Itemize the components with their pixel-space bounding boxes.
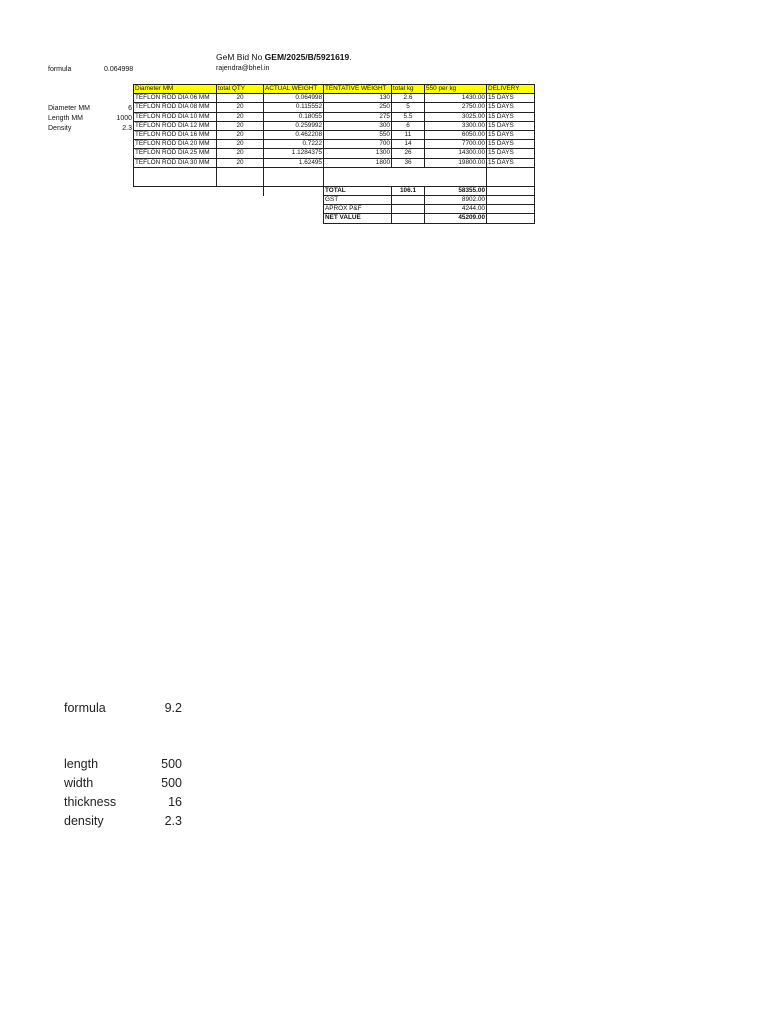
qty-cell: 20 — [217, 158, 264, 167]
param-label-density: Density — [48, 125, 72, 132]
bid-suffix: . — [349, 52, 352, 62]
tentative-weight-cell: 1300 — [324, 149, 392, 158]
total-row — [134, 186, 535, 195]
price-cell: 7700.00 — [425, 140, 487, 149]
tentative-weight-cell: 275 — [324, 112, 392, 121]
col-header: TENTATIVE WEIGHT — [324, 85, 392, 94]
total-kg-cell: 2.6 — [392, 94, 425, 103]
table-row — [134, 149, 535, 158]
total-kg-cell: 11 — [392, 131, 425, 140]
total-kg-cell: 5.5 — [392, 112, 425, 121]
actual-weight-cell: 0.18055 — [264, 112, 324, 121]
qty-cell: 20 — [217, 140, 264, 149]
lower-value-width: 500 — [161, 776, 182, 790]
table-row — [134, 121, 535, 130]
delivery-cell: 15 DAYS — [487, 112, 535, 121]
item-name-cell: TEFLON ROD DIA 06 MM — [134, 94, 217, 103]
total-kg-cell: 5 — [392, 103, 425, 112]
col-header: Diameter MM — [134, 85, 217, 94]
delivery-cell: 15 DAYS — [487, 94, 535, 103]
col-header: total QTY — [217, 85, 264, 94]
qty-cell: 20 — [217, 112, 264, 121]
qty-cell: 20 — [217, 149, 264, 158]
delivery-cell: 15 DAYS — [487, 149, 535, 158]
tentative-weight-cell: 300 — [324, 121, 392, 130]
price-cell: 19800.00 — [425, 158, 487, 167]
item-name-cell: TEFLON ROD DIA 10 MM — [134, 112, 217, 121]
qty-cell: 20 — [217, 94, 264, 103]
col-header: 550 per kg — [425, 85, 487, 94]
price-cell: 2750.00 — [425, 103, 487, 112]
actual-weight-cell: 1.62495 — [264, 158, 324, 167]
delivery-cell: 15 DAYS — [487, 140, 535, 149]
price-cell: 1430.00 — [425, 94, 487, 103]
tentative-weight-cell: 250 — [324, 103, 392, 112]
lower-label-length: length — [64, 757, 99, 771]
item-name-cell: TEFLON ROD DIA 30 MM — [134, 158, 217, 167]
qty-cell: 20 — [217, 103, 264, 112]
table-row — [134, 131, 535, 140]
price-cell: 6050.00 — [425, 131, 487, 140]
bid-number: GEM/2025/B/5921619 — [264, 52, 350, 62]
delivery-cell: 15 DAYS — [487, 121, 535, 130]
lower-label-density: density — [64, 814, 104, 828]
actual-weight-cell: 0.064998 — [264, 94, 324, 103]
lower-value-density: 2.3 — [164, 814, 182, 828]
col-header: ACTUAL WEIGHT — [264, 85, 324, 94]
gst-row — [134, 196, 535, 205]
lower-label-thickness: thickness — [64, 795, 117, 809]
table-row — [134, 103, 535, 112]
item-name-cell: TEFLON ROD DIA 08 MM — [134, 103, 217, 112]
table-row — [134, 158, 535, 167]
actual-weight-cell: 0.7222 — [264, 140, 324, 149]
delivery-cell: 15 DAYS — [487, 131, 535, 140]
total-value: 58355.00 — [425, 186, 487, 195]
bid-prefix: GeM Bid No — [216, 52, 263, 62]
delivery-cell: 15 DAYS — [487, 158, 535, 167]
actual-weight-cell: 1.1284375 — [264, 149, 324, 158]
pf-label: APROX P&F — [324, 205, 392, 214]
total-kg-cell: 26 — [392, 149, 425, 158]
lower-formula-value: 9.2 — [164, 701, 182, 715]
qty-cell: 20 — [217, 121, 264, 130]
total-kg-cell: 14 — [392, 140, 425, 149]
col-header: total kg — [392, 85, 425, 94]
table-spacer-row — [134, 167, 535, 186]
param-label-length: Length MM — [48, 115, 84, 122]
table-row — [134, 94, 535, 103]
total-kg-cell: 6 — [392, 121, 425, 130]
gst-value: 8902.00 — [425, 196, 487, 205]
total-kg: 106.1 — [392, 186, 425, 195]
total-label: TOTAL — [324, 186, 392, 195]
net-row — [134, 214, 535, 223]
param-value-density: 2.3 — [122, 125, 132, 132]
formula-label: formula — [48, 66, 72, 73]
lower-formula-label: formula — [64, 701, 106, 715]
table-row — [134, 140, 535, 149]
item-name-cell: TEFLON ROD DIA 25 MM — [134, 149, 217, 158]
param-value-length: 1000 — [116, 115, 132, 122]
price-cell: 3300.00 — [425, 121, 487, 130]
pf-value: 4244.00 — [425, 205, 487, 214]
item-name-cell: TEFLON ROD DIA 20 MM — [134, 140, 217, 149]
actual-weight-cell: 0.115552 — [264, 103, 324, 112]
lower-label-width: width — [64, 776, 94, 790]
email-address: rajendra@bhel.in — [216, 65, 270, 72]
param-label-diameter: Diameter MM — [48, 105, 91, 112]
table-header-row — [134, 85, 535, 94]
bid-header — [216, 52, 352, 62]
price-cell: 14300.00 — [425, 149, 487, 158]
total-kg-cell: 36 — [392, 158, 425, 167]
col-header: DELIVERY — [487, 85, 535, 94]
delivery-cell: 15 DAYS — [487, 103, 535, 112]
tentative-weight-cell: 700 — [324, 140, 392, 149]
param-value-diameter: 6 — [128, 105, 132, 112]
item-name-cell: TEFLON ROD DIA 16 MM — [134, 131, 217, 140]
formula-value: 0.064998 — [104, 66, 134, 73]
gst-label: GST — [324, 196, 392, 205]
pf-row — [134, 205, 535, 214]
actual-weight-cell: 0.462208 — [264, 131, 324, 140]
price-table — [133, 84, 535, 224]
tentative-weight-cell: 550 — [324, 131, 392, 140]
net-value: 45209.00 — [425, 214, 487, 223]
lower-value-length: 500 — [161, 757, 182, 771]
table-row — [134, 112, 535, 121]
item-name-cell: TEFLON ROD DIA 12 MM — [134, 121, 217, 130]
tentative-weight-cell: 130 — [324, 94, 392, 103]
price-cell: 3025.00 — [425, 112, 487, 121]
net-label: NET VALUE — [324, 214, 392, 223]
actual-weight-cell: 0.259992 — [264, 121, 324, 130]
qty-cell: 20 — [217, 131, 264, 140]
tentative-weight-cell: 1800 — [324, 158, 392, 167]
lower-value-thickness: 16 — [168, 795, 182, 809]
